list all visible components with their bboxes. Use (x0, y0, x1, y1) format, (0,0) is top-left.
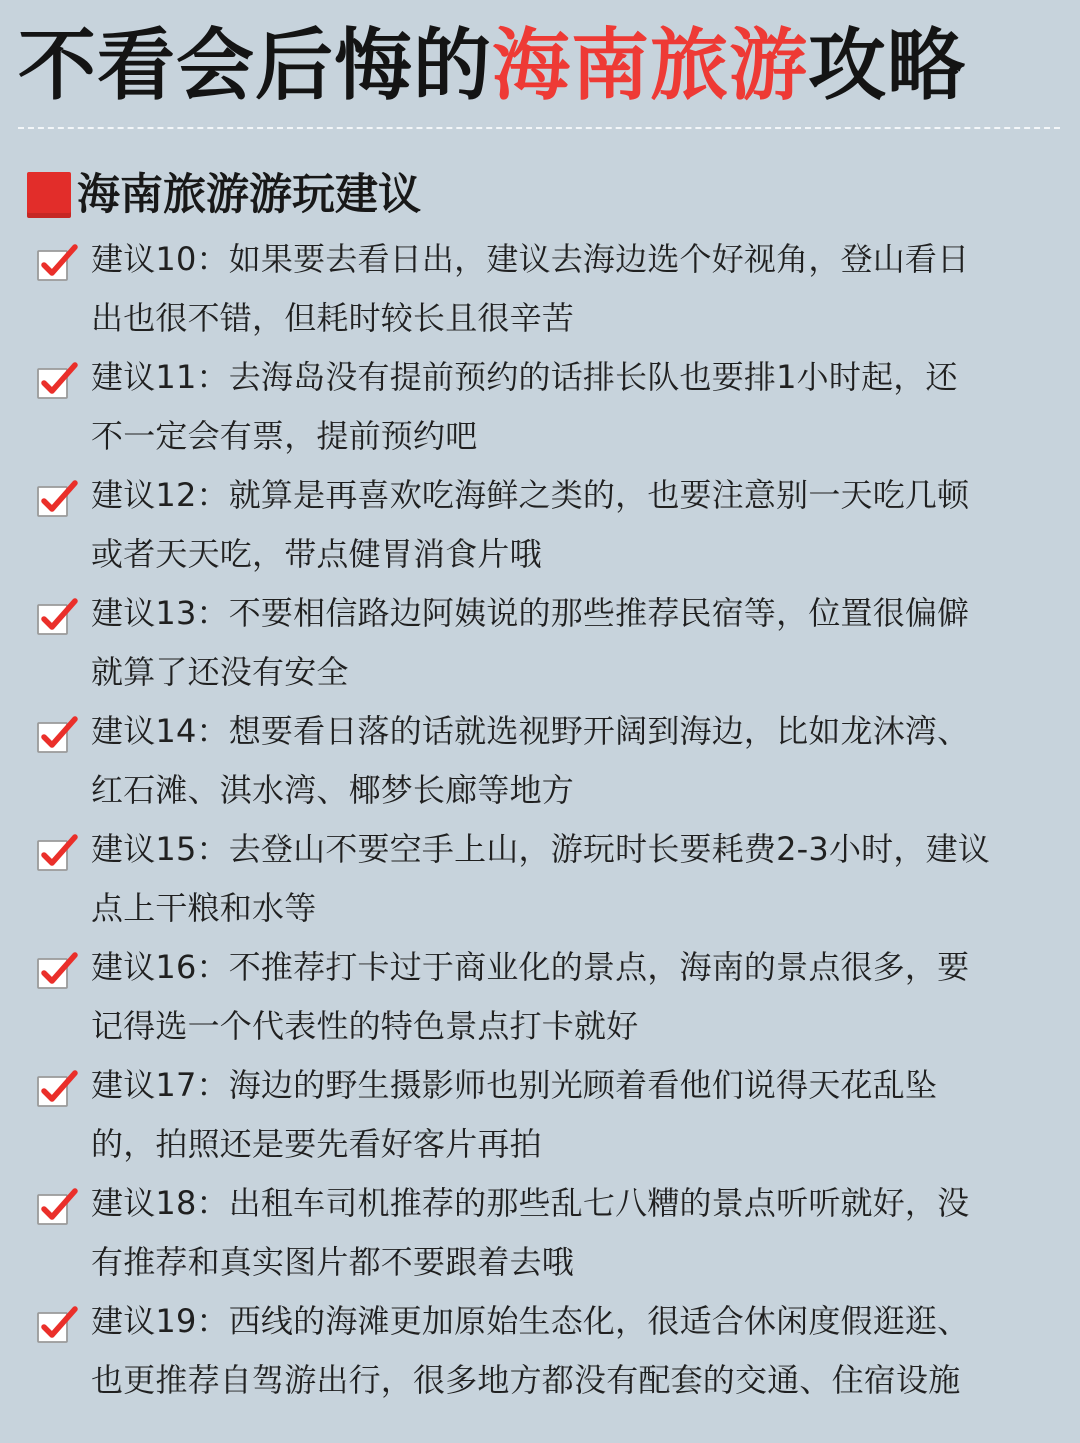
tip-item (0, 820, 1080, 938)
checkbox-checked-icon (36, 1068, 80, 1108)
checkbox-checked-icon (36, 714, 80, 754)
checkbox-checked-icon (36, 360, 80, 400)
checkbox-checked-icon (36, 242, 80, 282)
tip-item (0, 466, 1080, 584)
dashed-divider (18, 127, 1060, 129)
tip-text: 建议17：海边的野生摄影师也别光顾着看他们说得天花乱坠 的，拍照还是要先看好客片再拍 (91, 1066, 938, 1163)
checkbox-checked-icon (36, 950, 80, 990)
tip-text: 建议13：不要相信路边阿姨说的那些推荐民宿等，位置很偏僻 就算了还没有安全 (91, 594, 970, 691)
tip-text: 建议18：出租车司机推荐的那些乱七八糟的景点听听就好，没 有推荐和真实图片都不要跟着去哦 (91, 1184, 970, 1281)
tip-text: 建议16：不推荐打卡过于商业化的景点，海南的景点很多，要 记得选一个代表性的特色景点打卡就好 (91, 948, 970, 1045)
section-header (27, 165, 421, 225)
tip-item (0, 702, 1080, 820)
title-prefix: 不看会后悔的 (18, 21, 493, 111)
title-suffix: 攻略 (808, 21, 967, 111)
tip-text: 建议12：就算是再喜欢吃海鲜之类的，也要注意别一天吃几顿 或者天天吃，带点健胃消食片哦 (91, 476, 970, 573)
tip-item (0, 584, 1080, 702)
checkbox-checked-icon (36, 596, 80, 636)
checkbox-checked-icon (36, 1186, 80, 1226)
tip-item (0, 1292, 1080, 1410)
page-title (18, 14, 1068, 118)
tip-item (0, 1056, 1080, 1174)
tip-item (0, 938, 1080, 1056)
section-title: 海南旅游游玩建议 (77, 170, 421, 220)
tip-text: 建议11：去海岛没有提前预约的话排长队也要排1小时起，还 不一定会有票，提前预约吧 (91, 358, 958, 455)
checkbox-checked-icon (36, 832, 80, 872)
red-square-icon (27, 172, 71, 218)
title-highlight: 海南旅游 (492, 21, 809, 111)
checkbox-checked-icon (36, 1304, 80, 1344)
tip-text: 建议14：想要看日落的话就选视野开阔到海边，比如龙沐湾、 红石滩、淇水湾、椰梦长廊等地方 (91, 712, 970, 809)
tip-item (0, 348, 1080, 466)
tip-text: 建议10：如果要去看日出，建议去海边选个好视角，登山看日 出也很不错，但耗时较长且很辛苦 (91, 240, 970, 337)
tips-list (0, 230, 1080, 1410)
tip-item (0, 1174, 1080, 1292)
checkbox-checked-icon (36, 478, 80, 518)
tip-text: 建议19：西线的海滩更加原始生态化，很适合休闲度假逛逛、 也更推荐自驾游出行，很多地方都没有配套的交通、住宿设施 (91, 1302, 970, 1399)
tip-text: 建议15：去登山不要空手上山，游玩时长要耗费2-3小时，建议 点上干粮和水等 (91, 830, 990, 927)
tip-item (0, 230, 1080, 348)
